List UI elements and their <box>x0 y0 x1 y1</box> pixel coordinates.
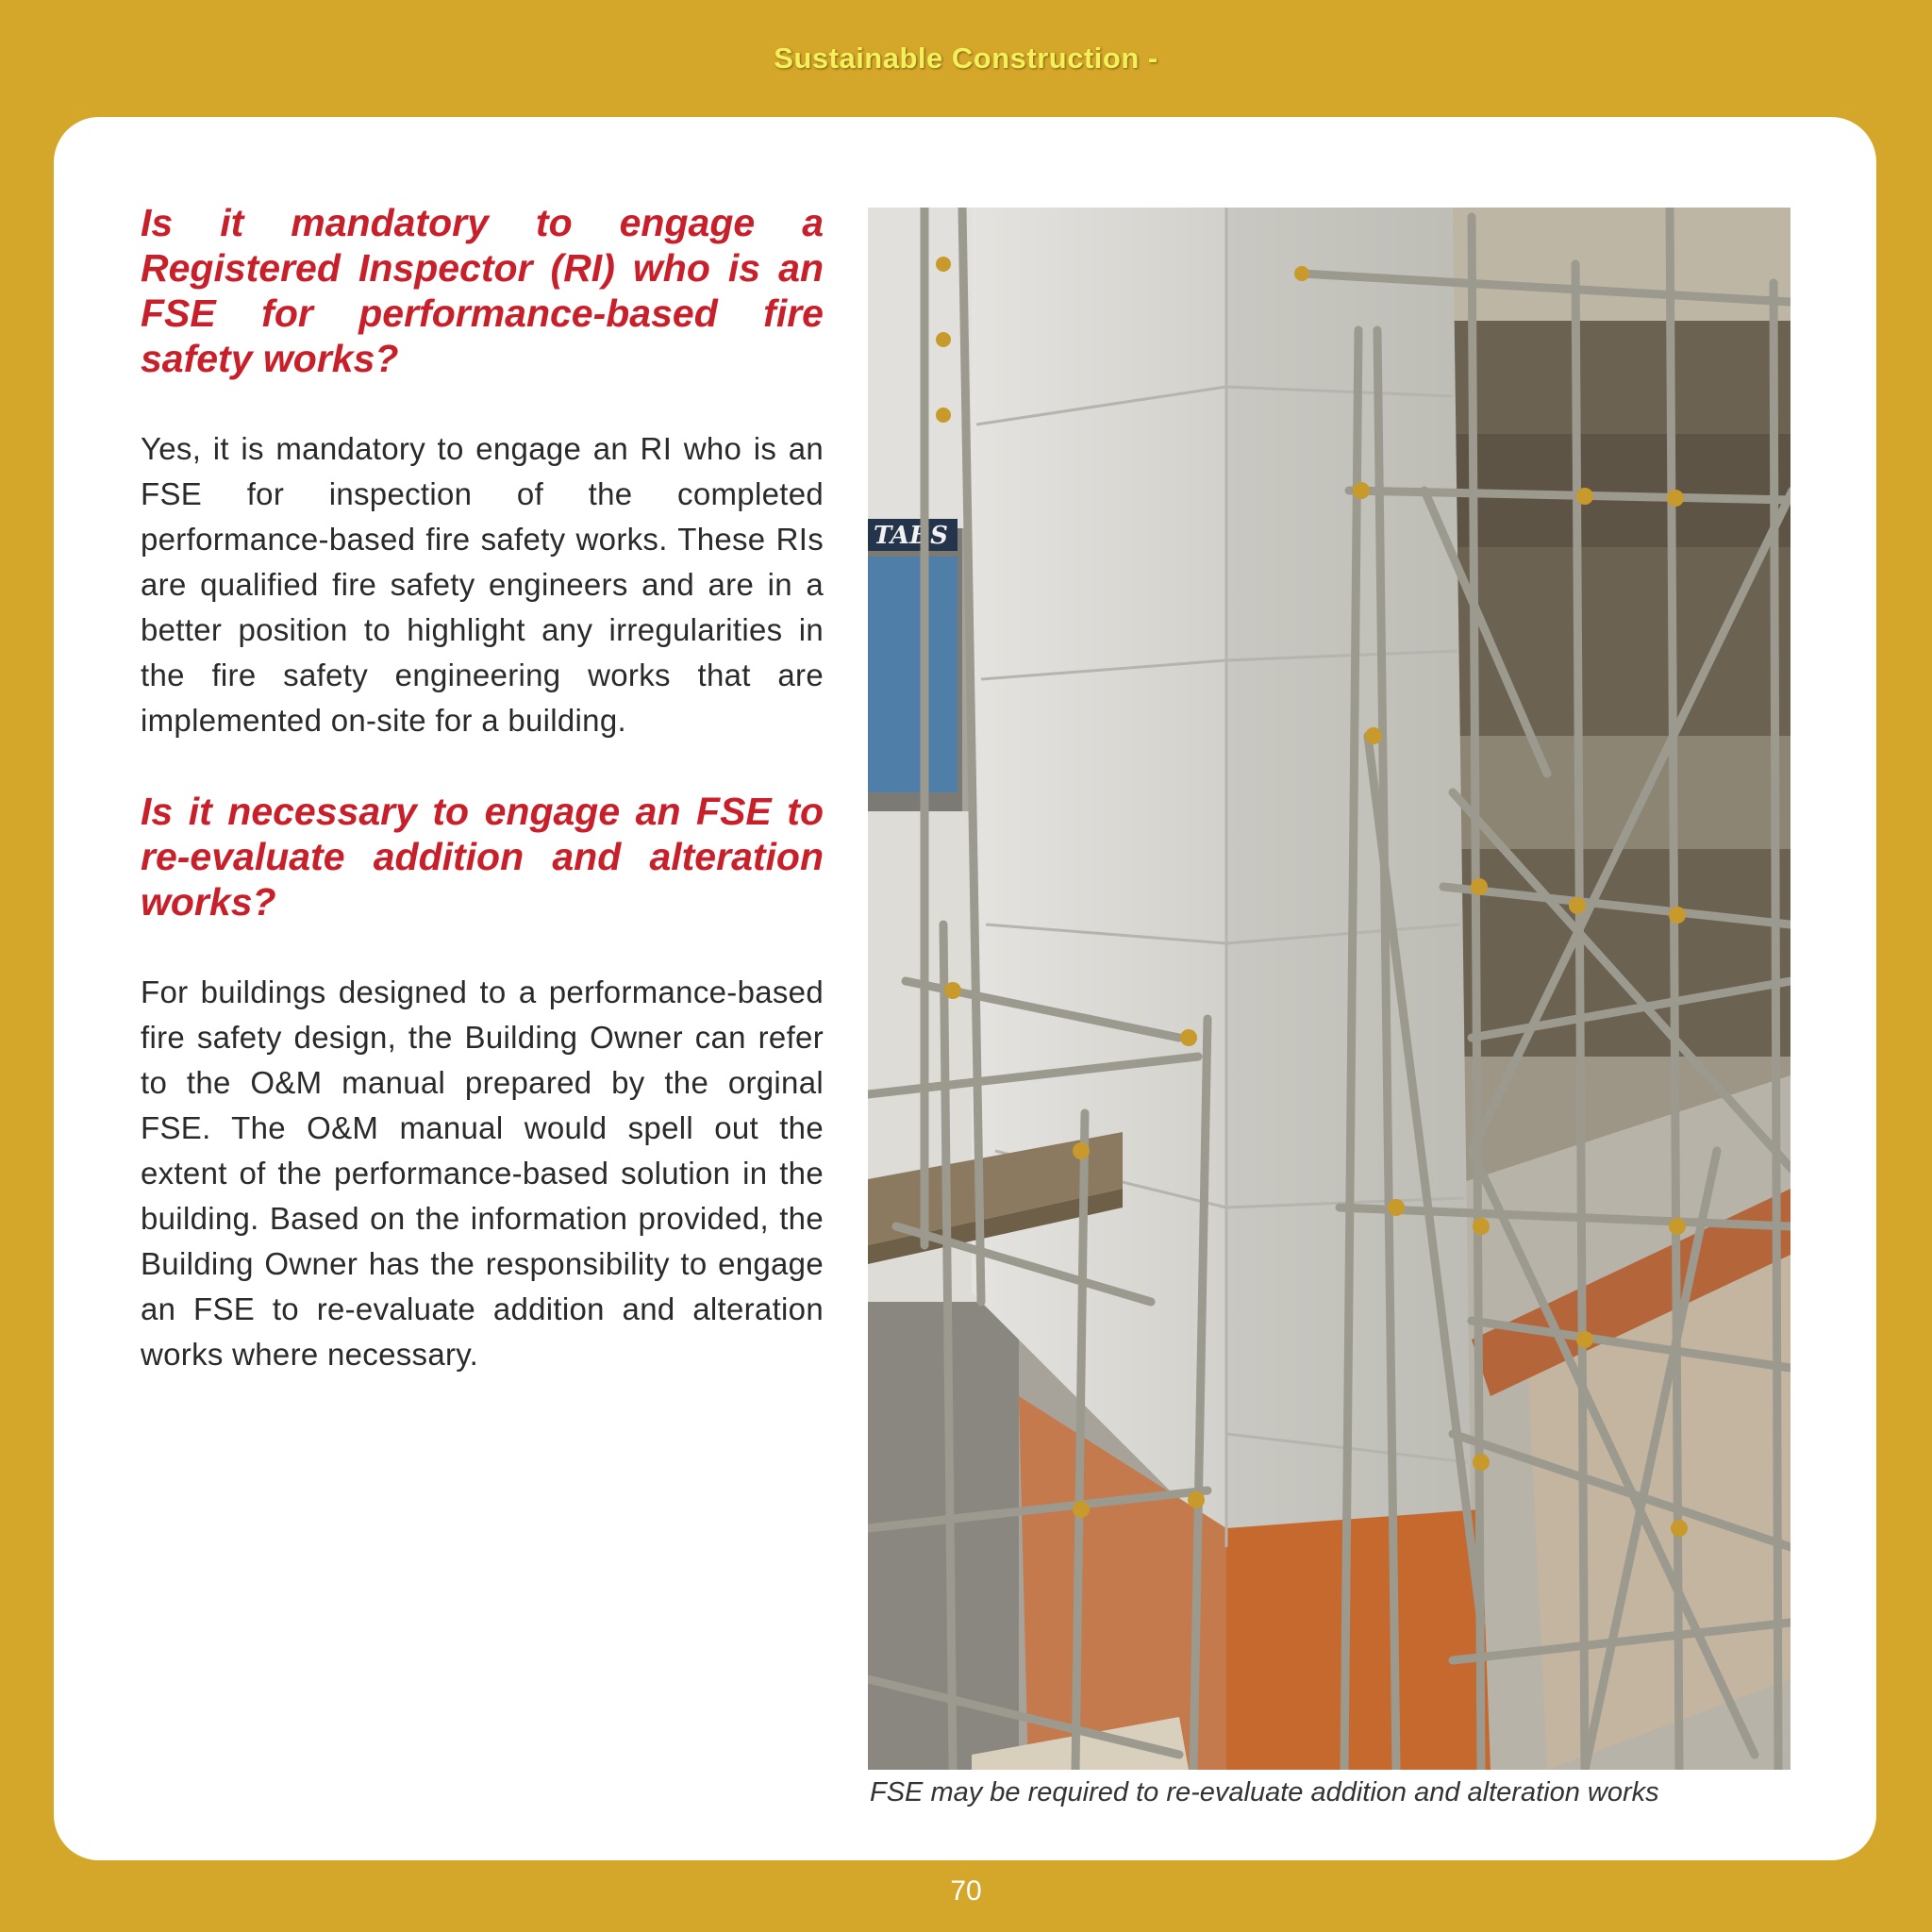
running-header: Sustainable Construction - <box>774 42 1158 75</box>
page-number: 70 <box>950 1875 982 1907</box>
store-sign-text: TABS <box>874 522 948 550</box>
question-heading-2: Is it necessary to engage an FSE to re-evaluate addition and alteration works? <box>141 790 824 924</box>
question-heading-1: Is it mandatory to engage a Registered Inspector (RI) who is an FSE for performance-based fire safety works? <box>141 201 824 380</box>
answer-paragraph-1: Yes, it is mandatory to engage an RI who is an FSE for inspection of the completed performance-based fire safety works. These RIs are qualified fire safety engineers and are in a better position to highlight any irregularities in the fire safety engineering works that are implemented on-site for a building. <box>141 431 824 738</box>
text-column <box>141 200 824 1377</box>
answer-paragraph-2: For buildings designed to a performance-based fire safety design, the Building Owner can refer to the O&M manual prepared by the orginal FSE. The O&M manual would spell out the extent of the performance-based solution in the building. Based on the information provided, the Building Owner has the responsibility to engage an FSE to re-evaluate addition and alteration works where necessary. <box>141 974 824 1372</box>
content-card <box>54 117 1876 1860</box>
scaffolding-photo <box>868 208 1790 1770</box>
figure-caption: FSE may be required to re-evaluate addition and alteration works <box>870 1777 1659 1807</box>
